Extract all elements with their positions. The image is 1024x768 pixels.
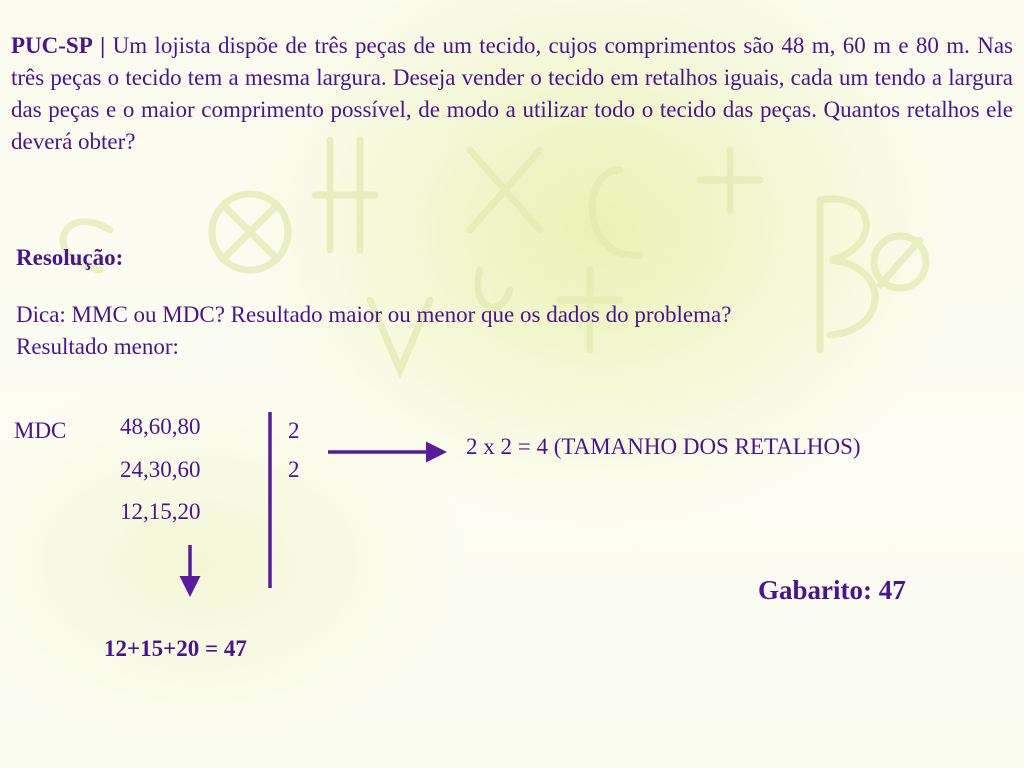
mdc-divisor-2: 2: [288, 457, 300, 482]
mdc-row-3: 12,15,20: [120, 499, 201, 524]
hint-line-2: Resultado menor:: [16, 333, 179, 359]
mdc-row-2: 24,30,60: [120, 457, 201, 482]
answer-gabarito: Gabarito: 47: [758, 575, 906, 605]
mdc-label: MDC: [14, 418, 67, 443]
mdc-sum: 12+15+20 = 47: [104, 636, 247, 661]
problem-separator: |: [100, 33, 106, 58]
problem-text: Um lojista dispõe de três peças de um tecido, cujos comprimentos são 48 m, 60 m e 80 m. Nas três peças o tecido tem a mesma largura. Deseja vender o tecido em retalhos iguais, cada um tendo a largura das peças e o maior comprimento possível, de modo a utilizar todo o tecido das peças. Quantos retalhos ele deverá obter?: [11, 33, 1014, 154]
mdc-product: 2 x 2 = 4 (TAMANHO DOS RETALHOS): [466, 434, 861, 459]
mdc-divisor-1: 2: [288, 418, 300, 443]
resolution-heading: Resolução:: [16, 245, 124, 270]
hint-line-1: Dica: MMC ou MDC? Resultado maior ou menor que os dados do problema?: [16, 302, 732, 327]
mdc-row-1: 48,60,80: [120, 414, 201, 439]
problem-source: PUC-SP: [11, 33, 93, 58]
